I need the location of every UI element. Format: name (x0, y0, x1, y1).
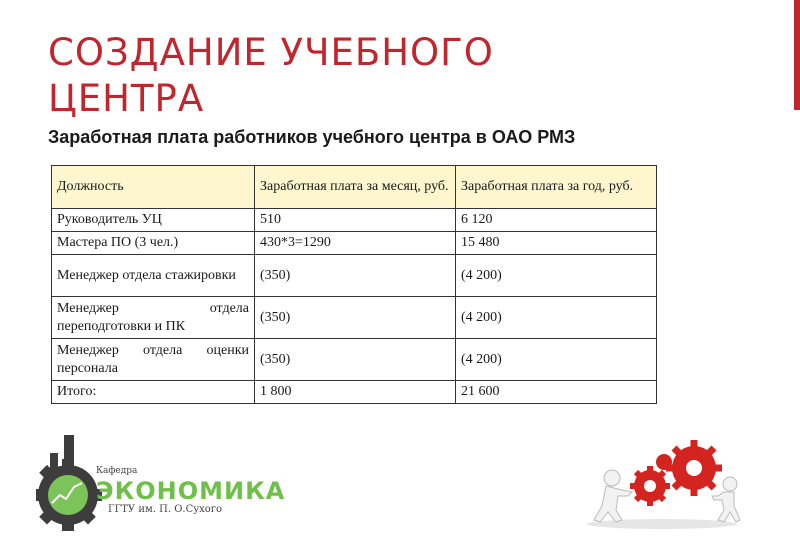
table-row-total (52, 381, 657, 404)
table-header-row (52, 166, 657, 209)
table-cell: (4 200) (456, 339, 657, 381)
table-cell: Мастера ПО (3 чел.) (52, 232, 255, 255)
table-cell: (350) (255, 255, 456, 297)
table-cell: Менеджер отдела оценки персонала (52, 339, 255, 381)
table-cell: Руководитель УЦ (52, 209, 255, 232)
table-cell: 21 600 (456, 381, 657, 404)
logo-title: ЭКОНОМИКА (96, 477, 286, 505)
table-cell: Менеджер отдела переподготовки и ПК (52, 297, 255, 339)
table-row (52, 255, 657, 297)
table-cell: 15 480 (456, 232, 657, 255)
table-cell: 430*3=1290 (255, 232, 456, 255)
table-row (52, 232, 657, 255)
table-cell: (350) (255, 339, 456, 381)
table-cell: 6 120 (456, 209, 657, 232)
header-cell-monthly: Заработная плата за месяц, руб. (255, 166, 456, 209)
table-cell: 1 800 (255, 381, 456, 404)
salary-table (51, 165, 657, 404)
table-cell: Менеджер отдела стажировки (52, 255, 255, 297)
slide-title (48, 30, 494, 122)
table-cell: (4 200) (456, 255, 657, 297)
table-cell: 510 (255, 209, 456, 232)
title-line-1: СОЗДАНИЕ УЧЕБНОГО (48, 31, 494, 74)
table-row (52, 209, 657, 232)
header-cell-yearly: Заработная плата за год, руб. (456, 166, 657, 209)
slide-subtitle: Заработная плата работников учебного центра в ОАО РМЗ (48, 127, 576, 147)
table-cell: Итого: (52, 381, 255, 404)
logo-subtitle: ГГТУ им. П. О.Сухого (108, 504, 223, 515)
table-row (52, 339, 657, 381)
logo-caption: Кафедра (96, 466, 138, 476)
table-cell: (4 200) (456, 297, 657, 339)
table-cell: (350) (255, 297, 456, 339)
people-pushing-gears-icon (582, 440, 742, 530)
header-cell-position: Должность (52, 166, 255, 209)
accent-bar (794, 0, 800, 110)
table-row (52, 297, 657, 339)
title-line-2: ЦЕНТРА (48, 77, 205, 120)
